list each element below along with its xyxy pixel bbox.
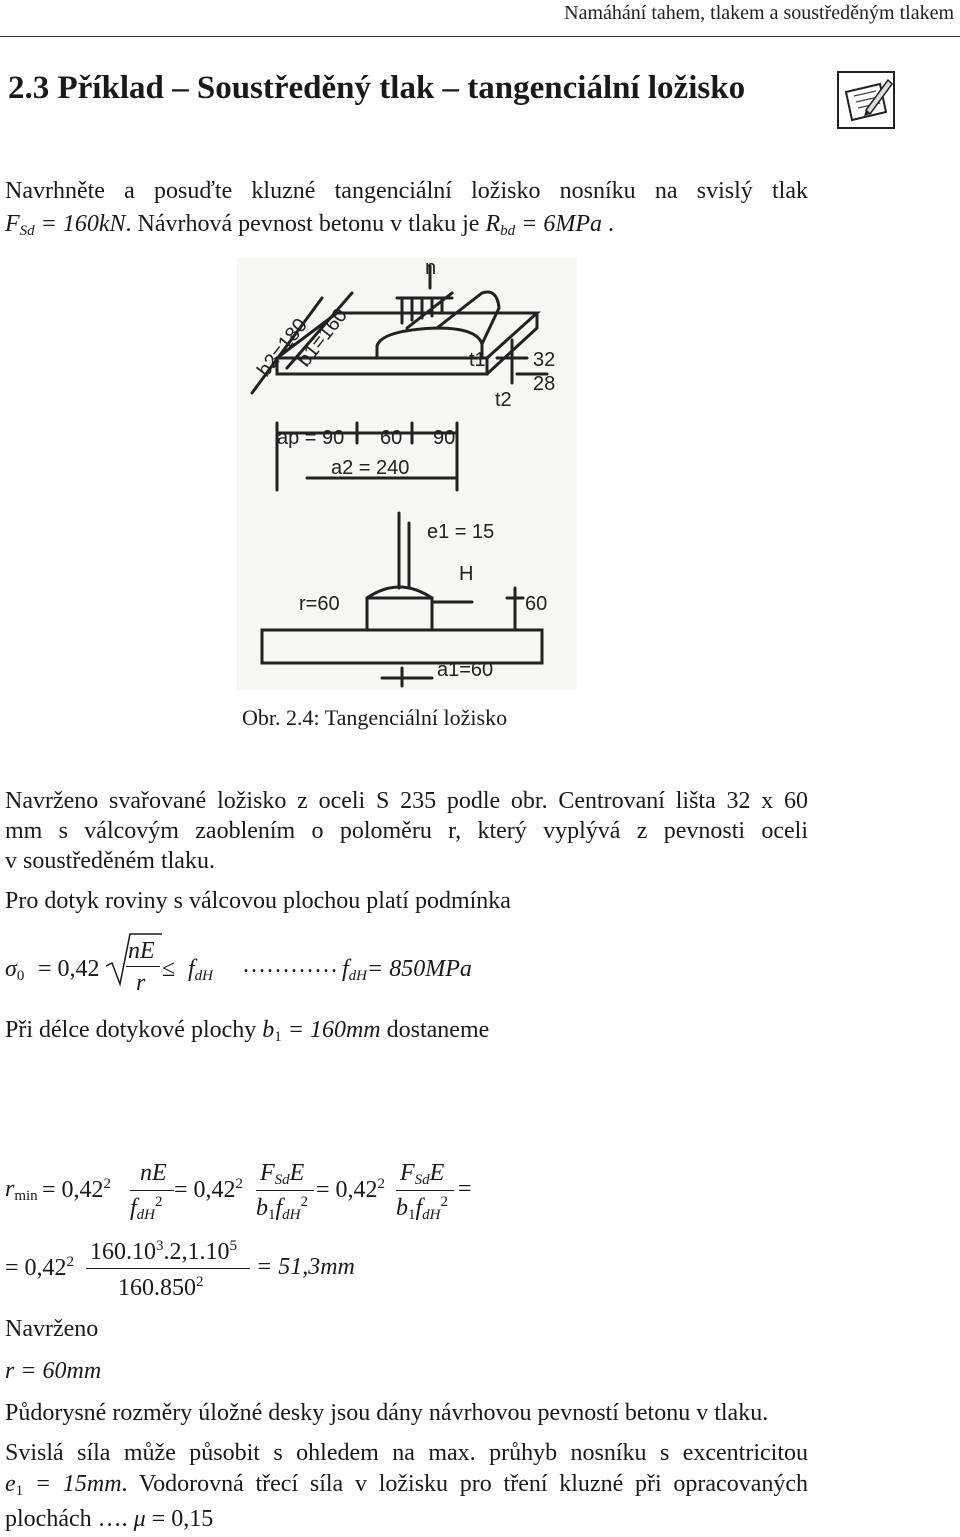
label-ap: ap = 90 bbox=[277, 427, 345, 449]
strength-symbol: R bbox=[485, 211, 501, 237]
eq1-f2 bbox=[342, 956, 472, 985]
bearing-drawing bbox=[237, 258, 577, 690]
mu-symbol: μ bbox=[133, 1506, 146, 1532]
b-value: = 160mm bbox=[281, 1017, 381, 1043]
eq2-den-2 bbox=[256, 1194, 308, 1224]
eq3-den bbox=[118, 1274, 204, 1302]
e-value: = 15mm bbox=[23, 1471, 122, 1497]
eq2-den-1 bbox=[130, 1194, 163, 1224]
eq3-num-b: .2,1.10 bbox=[163, 1239, 230, 1265]
force-symbol: F bbox=[5, 211, 20, 237]
d2-f: f bbox=[275, 1195, 283, 1221]
strength-sub: bd bbox=[500, 223, 516, 239]
sigma-symbol bbox=[5, 956, 24, 985]
eq1-num: nE bbox=[128, 938, 155, 964]
e-symbol: e bbox=[5, 1471, 16, 1497]
force-sub: Sd bbox=[19, 223, 35, 239]
n2-E: E bbox=[289, 1160, 305, 1186]
r-symbol: r bbox=[5, 1176, 15, 1202]
length-text: Při délce dotykové plochy bbox=[5, 1017, 263, 1043]
c3: = 0,42 bbox=[316, 1177, 378, 1203]
c1-sq: 2 bbox=[103, 1176, 112, 1192]
designed-value bbox=[5, 1358, 101, 1385]
eq1-dots: ………… bbox=[242, 952, 338, 978]
fdh-value: = 850MPa bbox=[367, 956, 472, 982]
d1-sup: 2 bbox=[155, 1194, 163, 1210]
eq2-num-3 bbox=[400, 1160, 444, 1189]
eq2-bar-2 bbox=[256, 1190, 314, 1191]
tail-line-1: Půdorysné rozměry úložné desky jsou dány návrhovou pevností betonu v tlaku. bbox=[5, 1400, 769, 1426]
label-H: H bbox=[459, 563, 474, 585]
eq3-num-sup2: 5 bbox=[229, 1238, 237, 1254]
r-sub: min bbox=[14, 1188, 38, 1204]
f-sub: dH bbox=[194, 968, 214, 984]
d3-sub: 1 bbox=[408, 1207, 416, 1223]
body-line-2: mm s válcovým zaoblením o poloměru r, který vyplývá z pevnosti oceli bbox=[5, 818, 808, 844]
label-b2: b2=180 bbox=[253, 314, 312, 382]
eq1-f bbox=[188, 956, 213, 985]
n3-E: E bbox=[429, 1160, 445, 1186]
n2-sub: Sd bbox=[274, 1172, 290, 1188]
f-symbol: f bbox=[188, 956, 195, 982]
c3-sq: 2 bbox=[377, 1176, 386, 1192]
d3-sup: 2 bbox=[440, 1194, 449, 1210]
tail-line-4 bbox=[5, 1506, 213, 1533]
b-sub: 1 bbox=[274, 1029, 282, 1045]
eq3-bar bbox=[86, 1268, 250, 1269]
running-header: Namáhání tahem, tlakem a soustředěným tlakem bbox=[564, 2, 954, 24]
label-90: 90 bbox=[433, 427, 456, 449]
eq3-den-sup: 2 bbox=[196, 1274, 204, 1290]
f2-sub: dH bbox=[348, 968, 368, 984]
label-a1: a1=60 bbox=[437, 659, 494, 681]
label-e1: e1 = 15 bbox=[427, 521, 495, 543]
label-r: r=60 bbox=[299, 593, 340, 615]
figure-caption: Obr. 2.4: Tangenciální ložisko bbox=[242, 705, 508, 730]
c2-sq: 2 bbox=[235, 1176, 244, 1192]
e-sub: 1 bbox=[15, 1483, 24, 1499]
eq3-sq: 2 bbox=[66, 1254, 75, 1270]
n2-F: F bbox=[260, 1160, 275, 1186]
length-line bbox=[5, 1017, 489, 1046]
body-line-3: v soustředěném tlaku. bbox=[5, 848, 215, 874]
intro-text: . Návrhová pevnost betonu v tlaku je bbox=[125, 211, 486, 237]
eq2-coef-3 bbox=[316, 1176, 385, 1204]
body-line-1: Navrženo svařované ložisko z oceli S 235 podle obr. Centrovaní lišta 32 x 60 bbox=[5, 788, 808, 814]
label-60b: 60 bbox=[525, 593, 548, 615]
sigma: σ bbox=[5, 956, 17, 982]
label-t1: t1 bbox=[469, 349, 486, 371]
n3-F: F bbox=[400, 1160, 415, 1186]
eq2-bar-3 bbox=[396, 1190, 454, 1191]
pen-notepad-icon bbox=[836, 70, 896, 130]
label-32: 32 bbox=[533, 349, 556, 371]
c1: = 0,42 bbox=[42, 1177, 104, 1203]
label-t2: t2 bbox=[495, 389, 512, 411]
d3-f: f bbox=[415, 1195, 423, 1221]
tail-line-3-text: . Vodorovná třecí síla v ložisku pro tření kluzné při opracovaných bbox=[121, 1471, 809, 1497]
c2: = 0,42 bbox=[174, 1177, 236, 1203]
eq3-c: = 0,42 bbox=[5, 1255, 67, 1281]
eq2-den-3 bbox=[396, 1194, 448, 1224]
eq3-num bbox=[90, 1238, 237, 1266]
tail-line-3 bbox=[5, 1471, 808, 1500]
le-sign: ≤ bbox=[162, 956, 176, 982]
label-a2: a2 = 240 bbox=[331, 457, 410, 479]
intro-line-2 bbox=[5, 211, 614, 240]
eq3-result: = 51,3mm bbox=[256, 1254, 355, 1280]
label-b1: b1=160 bbox=[293, 304, 352, 372]
length-rest: dostaneme bbox=[380, 1017, 490, 1043]
intro-end: . bbox=[601, 211, 614, 237]
eq3-den-a: 160.850 bbox=[118, 1275, 196, 1301]
mu-value: = 0,15 bbox=[145, 1506, 214, 1532]
d2-fsub: dH bbox=[282, 1207, 301, 1223]
designed-val: = 60mm bbox=[14, 1358, 102, 1384]
designed-label: Navrženo bbox=[5, 1316, 99, 1342]
intro-line-1: Navrhněte a posuďte kluzné tangenciální ložisko nosníku na svislý tlak bbox=[5, 178, 808, 204]
eq2-end: = bbox=[458, 1176, 472, 1202]
sigma-sub: 0 bbox=[16, 968, 25, 984]
eq3-num-a: 160.10 bbox=[90, 1239, 156, 1265]
eq1-den: r bbox=[136, 970, 146, 996]
eq1-fraction-bar bbox=[126, 966, 160, 967]
eq2-bar-1 bbox=[130, 1190, 174, 1191]
eq3-coef bbox=[5, 1254, 74, 1282]
d2-sup: 2 bbox=[300, 1194, 309, 1210]
label-60: 60 bbox=[380, 427, 403, 449]
section-title: 2.3 Příklad – Soustředěný tlak – tangenciální ložisko bbox=[8, 70, 746, 106]
strength-value: = 6MPa bbox=[515, 211, 602, 237]
eq2-coef-1 bbox=[42, 1176, 111, 1204]
rmin bbox=[5, 1176, 38, 1205]
contact-condition: Pro dotyk roviny s válcovou plochou platí podmínka bbox=[5, 888, 511, 914]
d1-sub: dH bbox=[136, 1207, 156, 1223]
d1-f: f bbox=[130, 1195, 137, 1221]
eq2-num-1: nE bbox=[140, 1160, 167, 1186]
force-value: = 160kN bbox=[34, 211, 126, 237]
eq2-coef-2 bbox=[174, 1176, 243, 1204]
d3-fsub: dH bbox=[422, 1207, 441, 1223]
b-symbol: b bbox=[262, 1017, 275, 1043]
eq1-coef: = 0,42 bbox=[38, 956, 100, 982]
n3-sub: Sd bbox=[414, 1172, 430, 1188]
label-n: n bbox=[425, 258, 437, 279]
eq3-num-sup: 3 bbox=[156, 1238, 164, 1254]
d3-b: b bbox=[396, 1195, 408, 1221]
designed-r: r bbox=[5, 1358, 15, 1384]
d2-sub: 1 bbox=[268, 1207, 276, 1223]
header-divider bbox=[0, 36, 960, 37]
d2-b: b bbox=[256, 1195, 268, 1221]
label-28: 28 bbox=[533, 373, 556, 395]
tail-line-2: Svislá síla může působit s ohledem na max. průhyb nosníku s excentricitou bbox=[5, 1440, 808, 1466]
eq2-num-2 bbox=[260, 1160, 304, 1189]
tail-line-4-text: plochách …. bbox=[5, 1506, 134, 1532]
f2-symbol: f bbox=[342, 956, 349, 982]
